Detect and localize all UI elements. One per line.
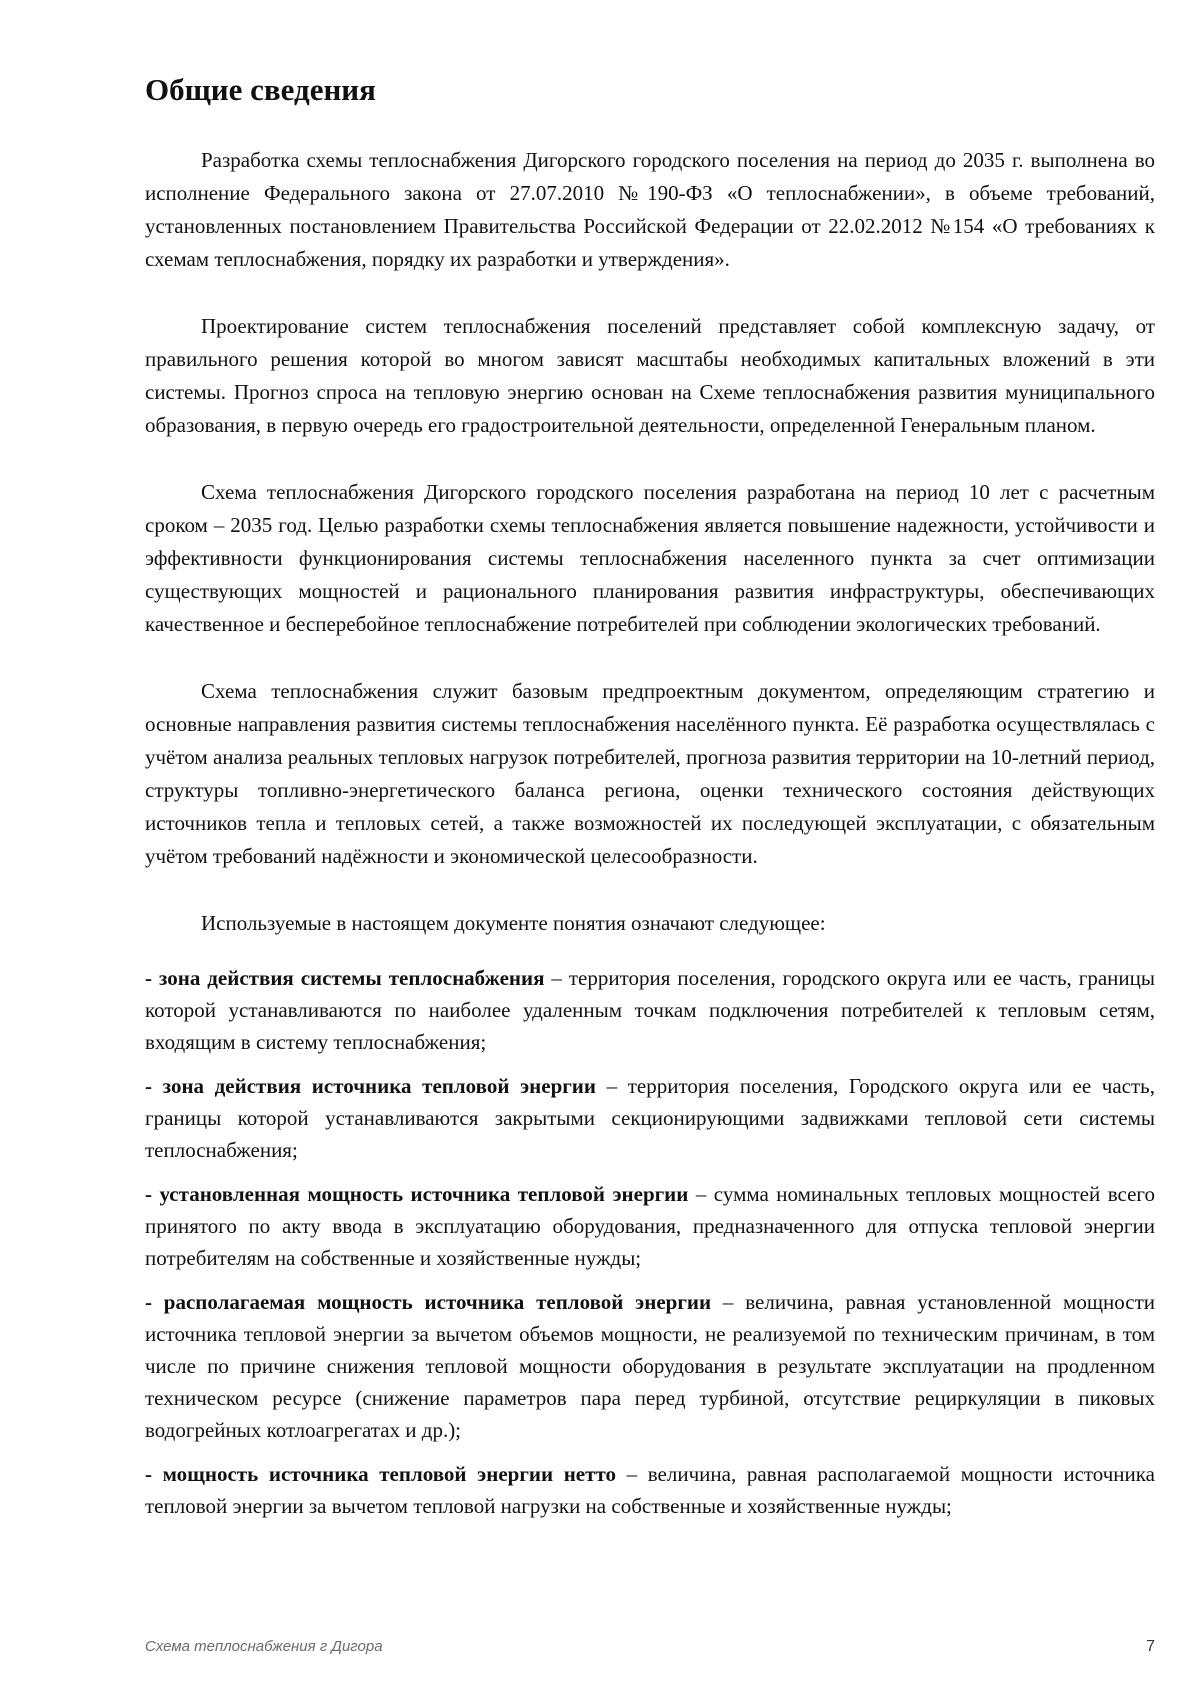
page-number: 7: [1146, 1638, 1155, 1655]
definition-text: – величина, равная располагаемой мощности источника тепловой энергии за вычетом тепловой нагрузки на собственные и хозяйственные нужды;: [145, 1462, 1155, 1518]
page-footer: [145, 1638, 1155, 1664]
definition-item: [145, 1458, 1155, 1522]
definition-item: [145, 1286, 1155, 1446]
definition-term: - установленная мощность источника тепловой энергии: [145, 1182, 689, 1206]
definitions-intro: Используемые в настоящем документе понятия означают следующее:: [201, 911, 826, 935]
definition-text: – сумма номинальных тепловых мощностей всего принятого по акту ввода в эксплуатацию оборудования, предназначенного для отпуска тепловой энергии потребителям на собственные и хозяйственные нужды;: [145, 1182, 1155, 1270]
section-title: Общие сведения: [145, 72, 376, 107]
paragraph-1: Разработка схемы теплоснабжения Дигорского городского поселения на период до 2035 г. выполнена во исполнение Федерального закона от 27.07.2010 №190-ФЗ «О теплоснабжении», в объеме требований, установленных постановлением Правительства Российской Федерации от 22.02.2012 №154 «О требованиях к схемам теплоснабжения, порядку их разработки и утверждения».: [145, 148, 1155, 271]
definition-text: – территория поселения, городского округа или ее часть, границы которой устанавливаются по наиболее удаленным точкам подключения потребителей к тепловым сетям, входящим в систему теплоснабжения;: [145, 966, 1155, 1054]
page-content: [145, 70, 1155, 1534]
definition-term: - зона действия системы теплоснабжения: [145, 966, 545, 990]
definition-item: [145, 1070, 1155, 1166]
definition-item: [145, 962, 1155, 1058]
paragraph-4: Схема теплоснабжения служит базовым предпроектным документом, определяющим стратегию и основные направления развития системы теплоснабжения населённого пункта. Её разработка осуществлялась с учётом анализа реальных тепловых нагрузок потребителей, прогноза развития территории на 10-летний период, структуры топливно-энергетического баланса региона, оценки технического состояния действующих источников тепла и тепловых сетей, а также возможностей их последующей эксплуатации, с обязательным учётом требований надёжности и экономической целесообразности.: [145, 679, 1155, 868]
footer-document-name: Схема теплоснабжения г Дигора: [145, 1638, 383, 1655]
definition-term: - мощность источника тепловой энергии нетто: [145, 1462, 616, 1486]
definition-term: - зона действия источника тепловой энергии: [145, 1074, 596, 1098]
definition-text: – территория поселения, Городского округа или ее часть, границы которой устанавливаются закрытыми секционирующими задвижками тепловой сети системы теплоснабжения;: [145, 1074, 1155, 1162]
definition-term: - располагаемая мощность источника тепловой энергии: [145, 1290, 712, 1314]
definition-text: – величина, равная установленной мощности источника тепловой энергии за вычетом объемов мощности, не реализуемой по техническим причинам, в том числе по причине снижения тепловой мощности оборудования в результате эксплуатации на продленном техническом ресурсе (снижение параметров пара перед турбиной, отсутствие рециркуляции в пиковых водогрейных котлоагрегатах и др.);: [145, 1290, 1155, 1442]
paragraph-2: Проектирование систем теплоснабжения поселений представляет собой комплексную задачу, от правильного решения которой во многом зависят масштабы необходимых капитальных вложений в эти системы. Прогноз спроса на тепловую энергию основан на Схеме теплоснабжения развития муниципального образования, в первую очередь его градостроительной деятельности, определенной Генеральным планом.: [145, 314, 1155, 437]
paragraph-3: Схема теплоснабжения Дигорского городского поселения разработана на период 10 лет с расчетным сроком – 2035 год. Целью разработки схемы теплоснабжения является повышение надежности, устойчивости и эффективности функционирования системы теплоснабжения населенного пункта за счет оптимизации существующих мощностей и рационального планирования развития инфраструктуры, обеспечивающих качественное и бесперебойное теплоснабжение потребителей при соблюдении экологических требований.: [145, 480, 1155, 636]
definition-item: [145, 1178, 1155, 1274]
